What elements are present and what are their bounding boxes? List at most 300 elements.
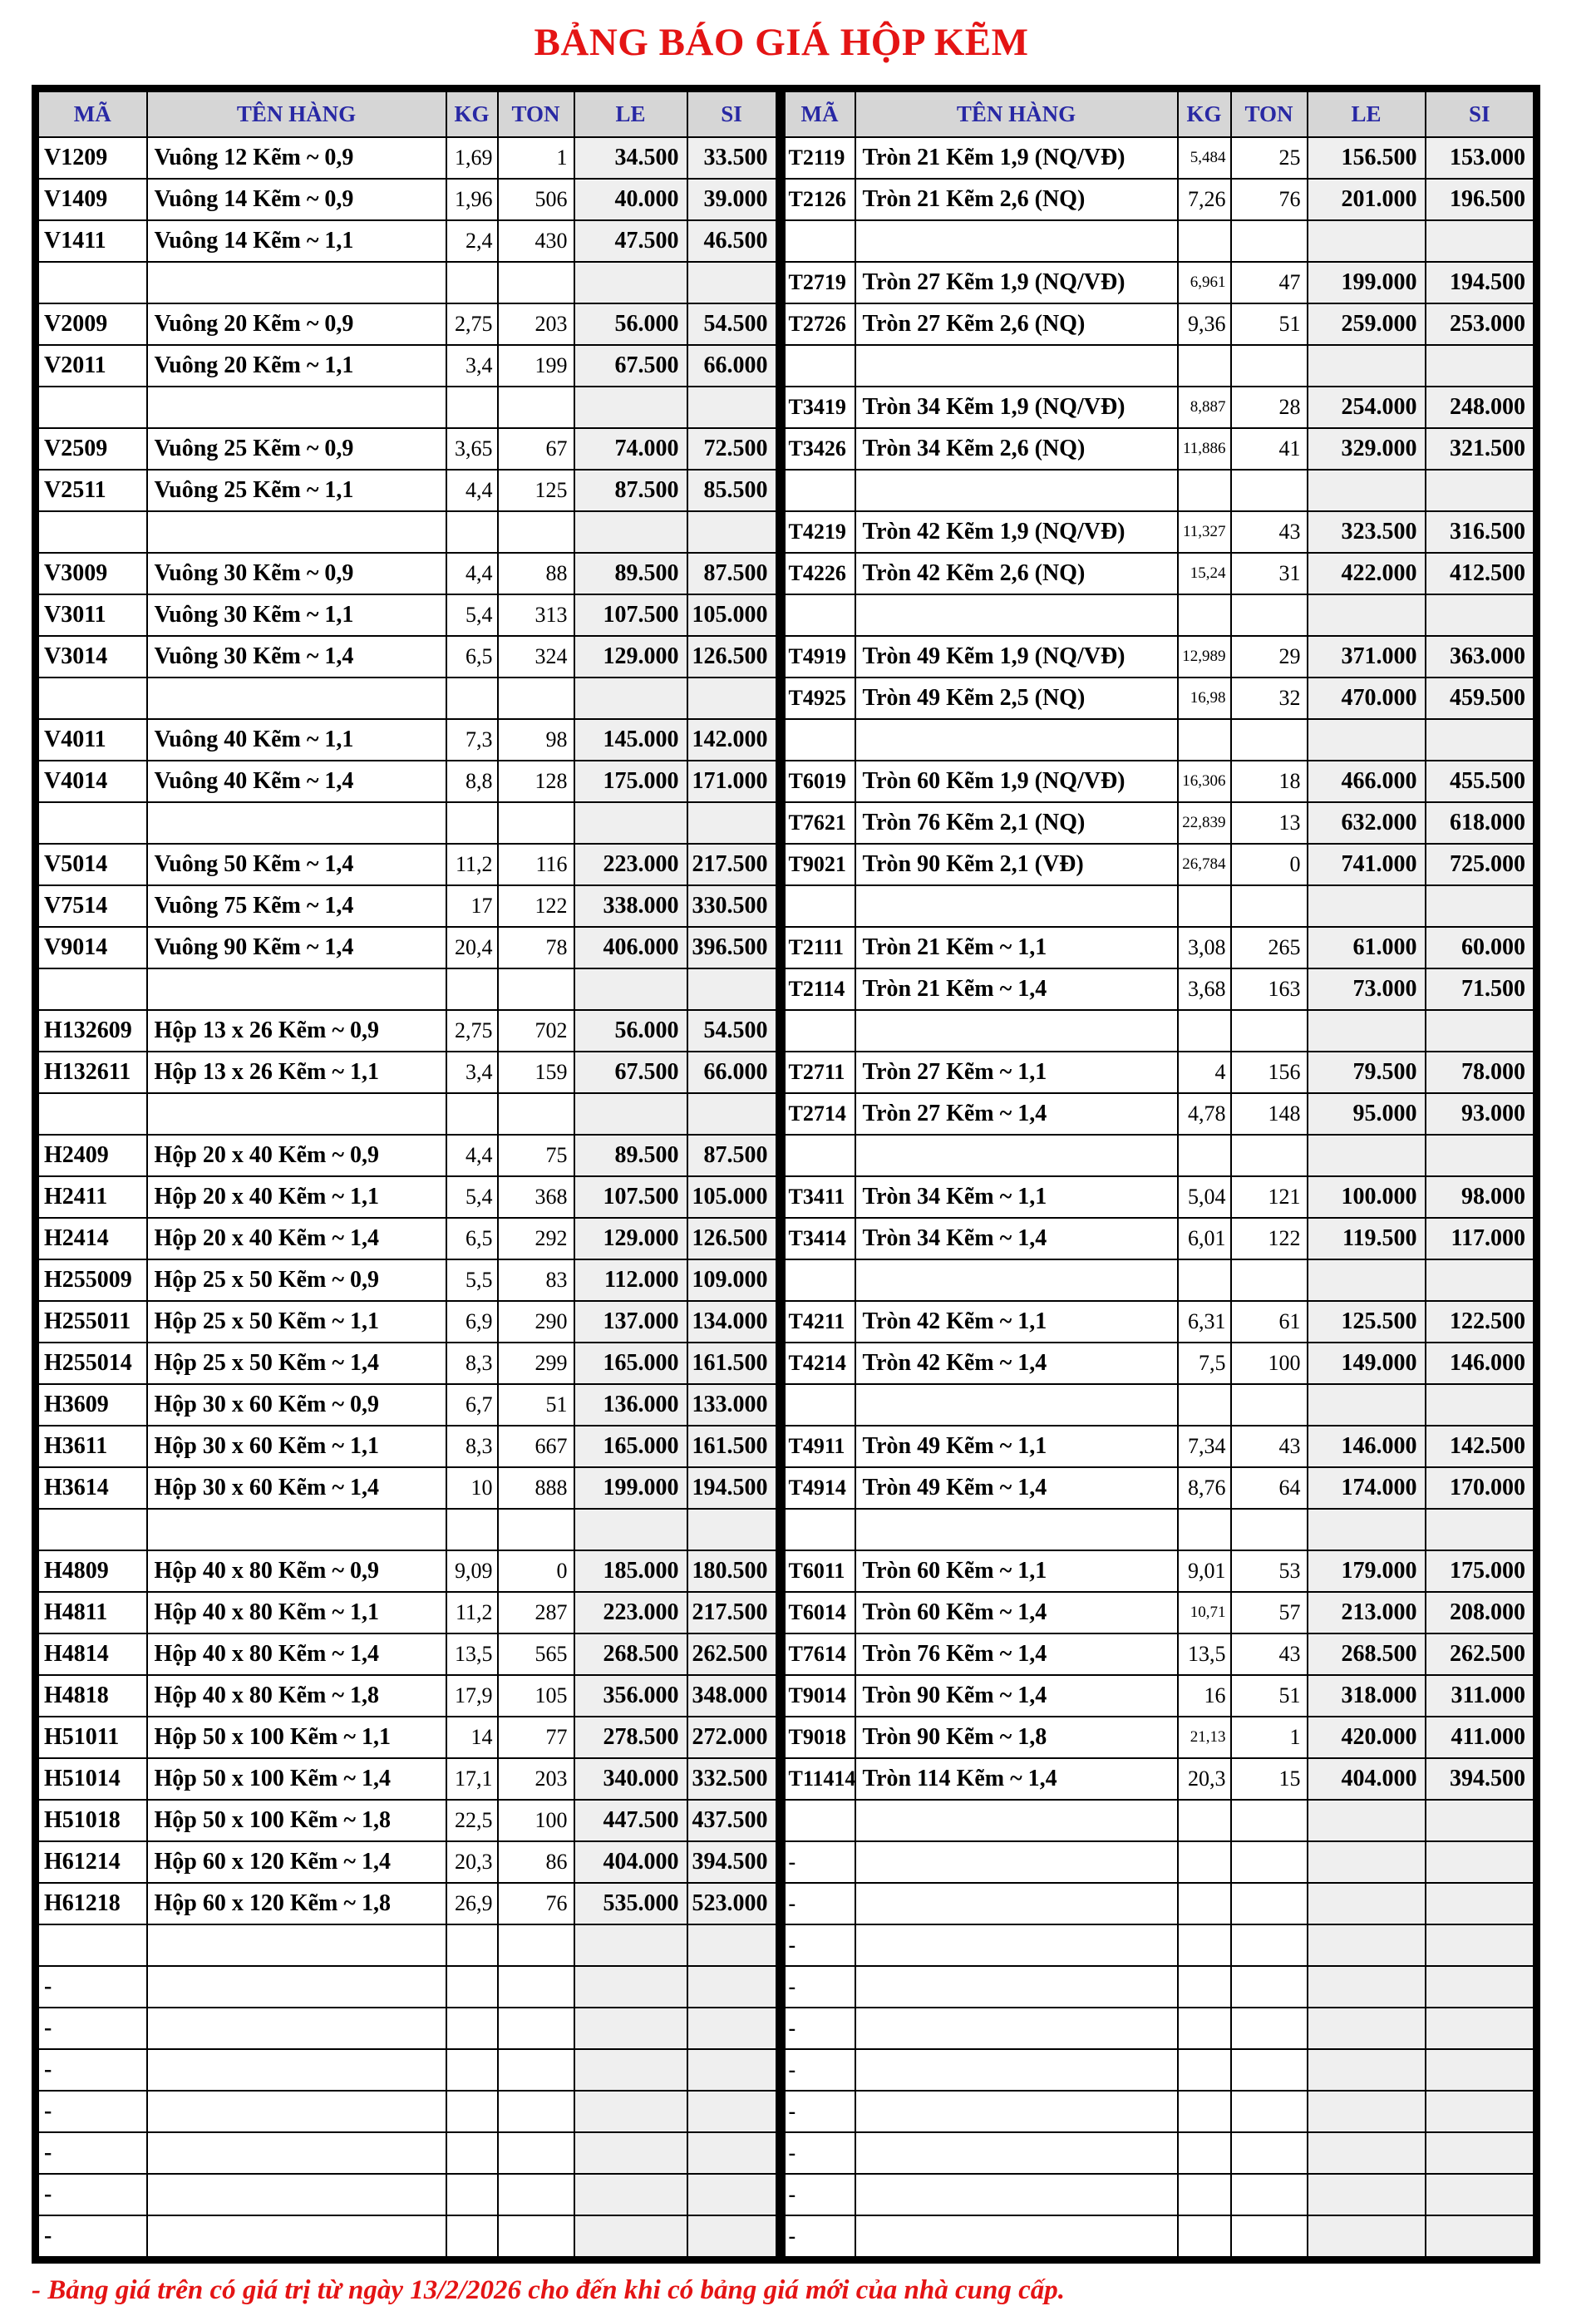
right-cell-ma: T11414 xyxy=(781,1758,855,1800)
right-cell-ten-hang: Tròn 27 Kẽm 2,6 (NQ) xyxy=(855,303,1178,345)
left-cell-kg: 5,4 xyxy=(446,594,498,636)
right-cell-ten-hang xyxy=(855,1384,1178,1426)
left-cell-ton xyxy=(498,678,574,719)
right-cell-le: 179.000 xyxy=(1308,1550,1426,1592)
right-cell-ma: - xyxy=(781,1883,855,1924)
left-cell-ma xyxy=(36,511,147,553)
right-cell-si xyxy=(1426,1883,1537,1924)
left-cell-le xyxy=(574,2008,687,2049)
left-cell-si: 396.500 xyxy=(687,927,781,968)
right-cell-ten-hang xyxy=(855,1800,1178,1841)
right-cell-kg xyxy=(1178,2008,1231,2049)
right-cell-le: 422.000 xyxy=(1308,553,1426,594)
left-cell-ton xyxy=(498,2091,574,2132)
left-cell-kg: 3,4 xyxy=(446,1052,498,1093)
right-cell-ten-hang: Tròn 27 Kẽm ~ 1,1 xyxy=(855,1052,1178,1093)
left-cell-le: 338.000 xyxy=(574,885,687,927)
right-cell-le xyxy=(1308,1010,1426,1052)
left-cell-le xyxy=(574,2174,687,2215)
left-cell-si: 134.000 xyxy=(687,1301,781,1343)
left-cell-le: 107.500 xyxy=(574,594,687,636)
left-cell-ten-hang: Hộp 25 x 50 Kẽm ~ 1,1 xyxy=(147,1301,446,1343)
left-cell-le: 137.000 xyxy=(574,1301,687,1343)
left-cell-si: 133.000 xyxy=(687,1384,781,1426)
left-cell-si xyxy=(687,262,781,303)
right-cell-si: 93.000 xyxy=(1426,1093,1537,1135)
right-cell-ma: T3419 xyxy=(781,387,855,428)
right-cell-si xyxy=(1426,719,1537,761)
right-cell-le xyxy=(1308,345,1426,387)
right-cell-le: 199.000 xyxy=(1308,262,1426,303)
left-cell-ma: H51011 xyxy=(36,1717,147,1758)
right-cell-ma: - xyxy=(781,2049,855,2091)
left-cell-ten-hang: Vuông 30 Kẽm ~ 1,1 xyxy=(147,594,446,636)
left-cell-ton: 125 xyxy=(498,470,574,511)
left-cell-le: 56.000 xyxy=(574,303,687,345)
left-cell-ma xyxy=(36,387,147,428)
right-cell-si: 153.000 xyxy=(1426,137,1537,179)
right-cell-kg: 16,306 xyxy=(1178,761,1231,802)
right-cell-le xyxy=(1308,1509,1426,1550)
table-row xyxy=(36,968,1537,1010)
table-row xyxy=(36,1426,1537,1467)
right-cell-ma xyxy=(781,1509,855,1550)
left-cell-si xyxy=(687,2174,781,2215)
left-cell-ton: 203 xyxy=(498,1758,574,1800)
left-cell-le: 145.000 xyxy=(574,719,687,761)
left-cell-kg: 14 xyxy=(446,1717,498,1758)
right-cell-si xyxy=(1426,1135,1537,1176)
right-cell-ton: 31 xyxy=(1231,553,1308,594)
right-cell-si: 248.000 xyxy=(1426,387,1537,428)
right-cell-le: 213.000 xyxy=(1308,1592,1426,1633)
right-cell-ten-hang: Tròn 76 Kẽm ~ 1,4 xyxy=(855,1633,1178,1675)
left-cell-ma: H2411 xyxy=(36,1176,147,1218)
right-cell-kg xyxy=(1178,2091,1231,2132)
right-cell-le: 329.000 xyxy=(1308,428,1426,470)
right-cell-ma: T2714 xyxy=(781,1093,855,1135)
right-cell-kg xyxy=(1178,1135,1231,1176)
right-cell-ten-hang: Tròn 34 Kẽm 2,6 (NQ) xyxy=(855,428,1178,470)
right-cell-ten-hang xyxy=(855,1135,1178,1176)
table-row xyxy=(36,1633,1537,1675)
right-cell-ten-hang: Tròn 49 Kẽm 1,9 (NQ/VĐ) xyxy=(855,636,1178,678)
table-row xyxy=(36,636,1537,678)
left-cell-ma: V3009 xyxy=(36,553,147,594)
left-cell-le: 129.000 xyxy=(574,1218,687,1259)
right-cell-si: 412.500 xyxy=(1426,553,1537,594)
right-cell-ten-hang: Tròn 21 Kẽm ~ 1,4 xyxy=(855,968,1178,1010)
left-cell-si: 105.000 xyxy=(687,1176,781,1218)
right-cell-kg: 10,71 xyxy=(1178,1592,1231,1633)
left-cell-le xyxy=(574,1509,687,1550)
right-cell-ma xyxy=(781,345,855,387)
right-cell-ten-hang xyxy=(855,594,1178,636)
left-cell-ten-hang xyxy=(147,2215,446,2260)
right-cell-si xyxy=(1426,2049,1537,2091)
table-row xyxy=(36,428,1537,470)
right-cell-kg: 11,327 xyxy=(1178,511,1231,553)
left-cell-le xyxy=(574,387,687,428)
left-cell-si: 142.000 xyxy=(687,719,781,761)
left-cell-kg: 11,2 xyxy=(446,1592,498,1633)
right-cell-ten-hang xyxy=(855,1966,1178,2008)
right-cell-kg: 11,886 xyxy=(1178,428,1231,470)
right-cell-si xyxy=(1426,885,1537,927)
right-cell-si xyxy=(1426,220,1537,262)
left-cell-le: 129.000 xyxy=(574,636,687,678)
left-cell-ma: V3014 xyxy=(36,636,147,678)
right-cell-kg: 15,24 xyxy=(1178,553,1231,594)
right-cell-ton: 265 xyxy=(1231,927,1308,968)
left-cell-ten-hang: Hộp 40 x 80 Kẽm ~ 1,8 xyxy=(147,1675,446,1717)
column-header-left-kg: KG xyxy=(446,89,498,138)
left-cell-le: 40.000 xyxy=(574,179,687,220)
left-cell-ma: H61214 xyxy=(36,1841,147,1883)
left-cell-le: 165.000 xyxy=(574,1343,687,1384)
table-row xyxy=(36,885,1537,927)
table-row xyxy=(36,1509,1537,1550)
right-cell-ton xyxy=(1231,719,1308,761)
left-cell-kg xyxy=(446,511,498,553)
left-cell-le: 107.500 xyxy=(574,1176,687,1218)
left-cell-ton xyxy=(498,387,574,428)
right-cell-ma: - xyxy=(781,1841,855,1883)
left-cell-ton xyxy=(498,2132,574,2174)
right-cell-kg: 26,784 xyxy=(1178,844,1231,885)
left-cell-kg: 4,4 xyxy=(446,1135,498,1176)
right-cell-kg xyxy=(1178,885,1231,927)
left-cell-kg: 3,4 xyxy=(446,345,498,387)
left-cell-le xyxy=(574,2132,687,2174)
right-cell-ma: T9021 xyxy=(781,844,855,885)
right-cell-si: 142.500 xyxy=(1426,1426,1537,1467)
left-cell-le xyxy=(574,2049,687,2091)
left-cell-ton: 292 xyxy=(498,1218,574,1259)
left-cell-ton: 702 xyxy=(498,1010,574,1052)
right-cell-ten-hang: Tròn 27 Kẽm 1,9 (NQ/VĐ) xyxy=(855,262,1178,303)
right-cell-le: 318.000 xyxy=(1308,1675,1426,1717)
left-cell-le xyxy=(574,1924,687,1966)
left-cell-le: 56.000 xyxy=(574,1010,687,1052)
right-cell-si: 311.000 xyxy=(1426,1675,1537,1717)
right-cell-ton: 121 xyxy=(1231,1176,1308,1218)
right-cell-si: 98.000 xyxy=(1426,1176,1537,1218)
table-row xyxy=(36,802,1537,844)
left-cell-ton: 83 xyxy=(498,1259,574,1301)
right-cell-le xyxy=(1308,1135,1426,1176)
right-cell-ten-hang: Tròn 76 Kẽm 2,1 (NQ) xyxy=(855,802,1178,844)
right-cell-si: 71.500 xyxy=(1426,968,1537,1010)
right-cell-le xyxy=(1308,1259,1426,1301)
right-cell-ten-hang xyxy=(855,1924,1178,1966)
left-cell-ma: - xyxy=(36,2049,147,2091)
right-cell-ten-hang: Tròn 60 Kẽm 1,9 (NQ/VĐ) xyxy=(855,761,1178,802)
right-cell-ma: T3426 xyxy=(781,428,855,470)
left-cell-ten-hang: Hộp 25 x 50 Kẽm ~ 1,4 xyxy=(147,1343,446,1384)
right-cell-ten-hang: Tròn 90 Kẽm 2,1 (VĐ) xyxy=(855,844,1178,885)
right-cell-ma: T2726 xyxy=(781,303,855,345)
left-cell-ma: H3611 xyxy=(36,1426,147,1467)
right-cell-le: 146.000 xyxy=(1308,1426,1426,1467)
right-cell-si: 175.000 xyxy=(1426,1550,1537,1592)
right-cell-kg xyxy=(1178,1800,1231,1841)
left-cell-le: 175.000 xyxy=(574,761,687,802)
left-cell-kg: 11,2 xyxy=(446,844,498,885)
left-cell-ma: H4809 xyxy=(36,1550,147,1592)
table-row xyxy=(36,1592,1537,1633)
right-cell-si: 60.000 xyxy=(1426,927,1537,968)
table-row xyxy=(36,1550,1537,1592)
right-cell-ma: T4919 xyxy=(781,636,855,678)
right-cell-ton xyxy=(1231,1883,1308,1924)
left-cell-kg: 8,8 xyxy=(446,761,498,802)
left-cell-ma: - xyxy=(36,2132,147,2174)
left-cell-ton: 88 xyxy=(498,553,574,594)
left-cell-ten-hang: Hộp 30 x 60 Kẽm ~ 0,9 xyxy=(147,1384,446,1426)
left-cell-kg xyxy=(446,968,498,1010)
left-cell-si: 66.000 xyxy=(687,345,781,387)
right-cell-le xyxy=(1308,2215,1426,2260)
right-cell-ma xyxy=(781,1135,855,1176)
right-cell-ton xyxy=(1231,470,1308,511)
right-cell-le: 79.500 xyxy=(1308,1052,1426,1093)
left-cell-ton: 368 xyxy=(498,1176,574,1218)
right-cell-si xyxy=(1426,2091,1537,2132)
right-cell-ton: 25 xyxy=(1231,137,1308,179)
right-cell-kg xyxy=(1178,2049,1231,2091)
left-cell-ten-hang: Vuông 30 Kẽm ~ 1,4 xyxy=(147,636,446,678)
left-cell-ton xyxy=(498,511,574,553)
right-cell-kg: 3,08 xyxy=(1178,927,1231,968)
left-cell-ma: H51014 xyxy=(36,1758,147,1800)
column-header-left-ma: MÃ xyxy=(36,89,147,138)
left-cell-kg: 26,9 xyxy=(446,1883,498,1924)
left-cell-si: 437.500 xyxy=(687,1800,781,1841)
right-cell-ma xyxy=(781,470,855,511)
right-cell-ton: 51 xyxy=(1231,1675,1308,1717)
left-cell-ton: 565 xyxy=(498,1633,574,1675)
left-cell-ton xyxy=(498,2008,574,2049)
left-cell-ma: H2409 xyxy=(36,1135,147,1176)
right-cell-si xyxy=(1426,1841,1537,1883)
left-cell-kg xyxy=(446,2132,498,2174)
left-cell-ton: 203 xyxy=(498,303,574,345)
left-cell-le: 404.000 xyxy=(574,1841,687,1883)
right-cell-ten-hang xyxy=(855,220,1178,262)
right-cell-ma: T2719 xyxy=(781,262,855,303)
right-cell-ton xyxy=(1231,1384,1308,1426)
right-cell-ton: 148 xyxy=(1231,1093,1308,1135)
right-cell-ma: T2711 xyxy=(781,1052,855,1093)
right-cell-ton xyxy=(1231,2049,1308,2091)
left-cell-ten-hang: Hộp 40 x 80 Kẽm ~ 1,1 xyxy=(147,1592,446,1633)
left-cell-ton xyxy=(498,2215,574,2260)
right-cell-si xyxy=(1426,2174,1537,2215)
left-cell-le: 268.500 xyxy=(574,1633,687,1675)
left-cell-ten-hang xyxy=(147,262,446,303)
right-cell-ton: 53 xyxy=(1231,1550,1308,1592)
right-cell-ma: T4925 xyxy=(781,678,855,719)
right-cell-ton: 51 xyxy=(1231,303,1308,345)
left-cell-ton: 105 xyxy=(498,1675,574,1717)
left-cell-ten-hang xyxy=(147,1924,446,1966)
right-cell-ma: T9018 xyxy=(781,1717,855,1758)
left-cell-ma: - xyxy=(36,2091,147,2132)
right-cell-ten-hang: Tròn 42 Kẽm 1,9 (NQ/VĐ) xyxy=(855,511,1178,553)
right-cell-kg xyxy=(1178,1883,1231,1924)
right-cell-kg: 20,3 xyxy=(1178,1758,1231,1800)
left-cell-kg: 1,96 xyxy=(446,179,498,220)
left-cell-le: 340.000 xyxy=(574,1758,687,1800)
left-cell-ma xyxy=(36,968,147,1010)
left-cell-ton: 1 xyxy=(498,137,574,179)
left-cell-le xyxy=(574,678,687,719)
right-cell-kg xyxy=(1178,719,1231,761)
left-cell-si: 54.500 xyxy=(687,1010,781,1052)
right-cell-si: 146.000 xyxy=(1426,1343,1537,1384)
right-cell-ten-hang: Tròn 49 Kẽm 2,5 (NQ) xyxy=(855,678,1178,719)
left-cell-ten-hang: Vuông 40 Kẽm ~ 1,1 xyxy=(147,719,446,761)
table-row xyxy=(36,137,1537,179)
left-cell-le: 535.000 xyxy=(574,1883,687,1924)
right-cell-si xyxy=(1426,1509,1537,1550)
left-cell-ton: 888 xyxy=(498,1467,574,1509)
left-cell-ma: H255009 xyxy=(36,1259,147,1301)
left-cell-si: 194.500 xyxy=(687,1467,781,1509)
left-cell-kg: 20,3 xyxy=(446,1841,498,1883)
left-cell-le xyxy=(574,802,687,844)
left-cell-le: 67.500 xyxy=(574,345,687,387)
right-cell-ton: 76 xyxy=(1231,179,1308,220)
right-cell-le: 323.500 xyxy=(1308,511,1426,553)
left-cell-ton: 116 xyxy=(498,844,574,885)
table-row xyxy=(36,719,1537,761)
left-cell-si xyxy=(687,1966,781,2008)
left-cell-si: 46.500 xyxy=(687,220,781,262)
left-cell-ma: H4818 xyxy=(36,1675,147,1717)
left-cell-ton xyxy=(498,802,574,844)
right-cell-si xyxy=(1426,2215,1537,2260)
table-row xyxy=(36,1717,1537,1758)
right-cell-ma: - xyxy=(781,2132,855,2174)
left-cell-ton: 98 xyxy=(498,719,574,761)
right-cell-le: 156.500 xyxy=(1308,137,1426,179)
left-cell-kg xyxy=(446,802,498,844)
left-cell-ma: H3609 xyxy=(36,1384,147,1426)
right-cell-ma xyxy=(781,220,855,262)
left-cell-kg xyxy=(446,1924,498,1966)
left-cell-ton: 51 xyxy=(498,1384,574,1426)
table-row xyxy=(36,761,1537,802)
right-cell-kg: 6,31 xyxy=(1178,1301,1231,1343)
right-cell-kg xyxy=(1178,1966,1231,2008)
right-cell-si: 262.500 xyxy=(1426,1633,1537,1675)
left-cell-ten-hang: Vuông 90 Kẽm ~ 1,4 xyxy=(147,927,446,968)
right-cell-kg: 21,13 xyxy=(1178,1717,1231,1758)
left-cell-ten-hang xyxy=(147,387,446,428)
left-cell-ton: 324 xyxy=(498,636,574,678)
right-cell-si: 316.500 xyxy=(1426,511,1537,553)
left-cell-le xyxy=(574,1093,687,1135)
table-row xyxy=(36,470,1537,511)
right-cell-le: 174.000 xyxy=(1308,1467,1426,1509)
right-cell-ma xyxy=(781,1384,855,1426)
table-row xyxy=(36,1841,1537,1883)
right-cell-ten-hang xyxy=(855,2174,1178,2215)
right-cell-ton xyxy=(1231,345,1308,387)
right-cell-ton xyxy=(1231,1800,1308,1841)
right-cell-si: 253.000 xyxy=(1426,303,1537,345)
right-cell-ten-hang xyxy=(855,2049,1178,2091)
left-cell-ten-hang: Vuông 40 Kẽm ~ 1,4 xyxy=(147,761,446,802)
right-cell-ten-hang: Tròn 34 Kẽm 1,9 (NQ/VĐ) xyxy=(855,387,1178,428)
left-cell-ma xyxy=(36,1924,147,1966)
right-cell-ma: T2126 xyxy=(781,179,855,220)
column-header-left-ten-hang: TÊN HÀNG xyxy=(147,89,446,138)
left-cell-ton xyxy=(498,2174,574,2215)
left-cell-ton: 100 xyxy=(498,1800,574,1841)
right-cell-ton xyxy=(1231,1259,1308,1301)
left-cell-ten-hang xyxy=(147,2008,446,2049)
right-cell-ma xyxy=(781,1800,855,1841)
table-row xyxy=(36,844,1537,885)
left-cell-si xyxy=(687,1093,781,1135)
right-cell-ma: T2114 xyxy=(781,968,855,1010)
right-cell-ten-hang: Tròn 49 Kẽm ~ 1,4 xyxy=(855,1467,1178,1509)
right-cell-si xyxy=(1426,1966,1537,2008)
right-cell-ton xyxy=(1231,2174,1308,2215)
right-cell-ton: 61 xyxy=(1231,1301,1308,1343)
left-cell-ten-hang: Vuông 14 Kẽm ~ 0,9 xyxy=(147,179,446,220)
left-cell-ma: V1409 xyxy=(36,179,147,220)
left-cell-ma xyxy=(36,262,147,303)
left-cell-si xyxy=(687,2091,781,2132)
left-cell-ma: V3011 xyxy=(36,594,147,636)
left-cell-ton xyxy=(498,1924,574,1966)
right-cell-ma: T4214 xyxy=(781,1343,855,1384)
right-cell-ma: - xyxy=(781,2091,855,2132)
left-cell-ma: H3614 xyxy=(36,1467,147,1509)
right-cell-kg: 3,68 xyxy=(1178,968,1231,1010)
left-cell-kg: 6,9 xyxy=(446,1301,498,1343)
right-cell-ton xyxy=(1231,2008,1308,2049)
left-cell-le: 136.000 xyxy=(574,1384,687,1426)
left-cell-ma: H255014 xyxy=(36,1343,147,1384)
left-cell-ten-hang xyxy=(147,678,446,719)
left-cell-si: 161.500 xyxy=(687,1343,781,1384)
right-cell-kg xyxy=(1178,345,1231,387)
right-cell-kg xyxy=(1178,594,1231,636)
right-cell-kg: 5,484 xyxy=(1178,137,1231,179)
right-cell-ton: 47 xyxy=(1231,262,1308,303)
table-row xyxy=(36,1176,1537,1218)
left-cell-kg xyxy=(446,2174,498,2215)
table-row xyxy=(36,1966,1537,2008)
right-cell-ten-hang xyxy=(855,1883,1178,1924)
right-cell-kg xyxy=(1178,1384,1231,1426)
left-cell-ten-hang: Vuông 75 Kẽm ~ 1,4 xyxy=(147,885,446,927)
right-cell-ton: 43 xyxy=(1231,1426,1308,1467)
right-cell-ton: 18 xyxy=(1231,761,1308,802)
left-cell-ton: 299 xyxy=(498,1343,574,1384)
left-cell-le: 406.000 xyxy=(574,927,687,968)
table-row xyxy=(36,179,1537,220)
right-cell-ten-hang: Tròn 60 Kẽm ~ 1,1 xyxy=(855,1550,1178,1592)
right-cell-le: 100.000 xyxy=(1308,1176,1426,1218)
right-cell-ton: 41 xyxy=(1231,428,1308,470)
left-cell-le: 89.500 xyxy=(574,553,687,594)
